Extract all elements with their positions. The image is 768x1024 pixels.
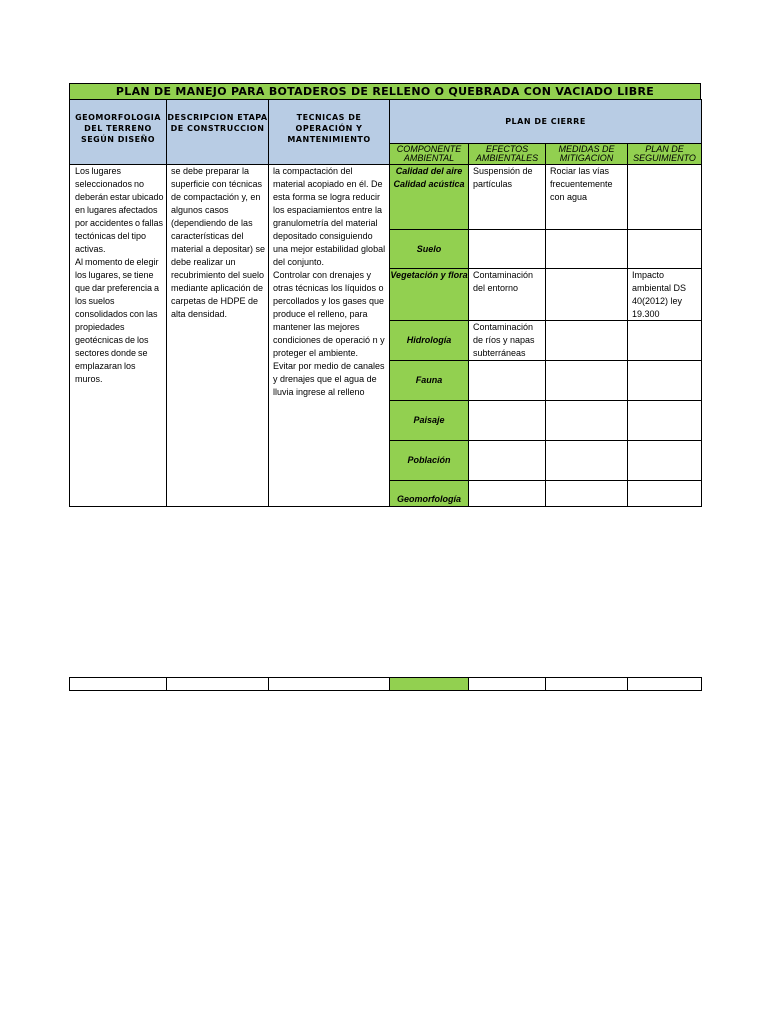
row-componente-fauna: Fauna: [389, 360, 469, 401]
row-seguimiento-poblacion: [627, 440, 702, 481]
row-seguimiento-suelo: [627, 229, 702, 269]
row-efecto-fauna: [468, 360, 546, 401]
row-efecto-vegetacion: Contaminación del entorno: [468, 268, 546, 321]
row-seguimiento-vegetacion: Impacto ambiental DS 40(2012) ley 19.300: [627, 268, 702, 321]
empty-row-cell: [69, 677, 167, 691]
empty-row-cell: [627, 677, 702, 691]
row-componente-vegetacion: Vegetación y flora: [389, 268, 469, 321]
row-efecto-hidrologia: Contaminación de ríos y napas subterráneas: [468, 320, 546, 361]
header-geomorfologia: GEOMORFOLOGIA DEL TERRENO SEGÚN DISEÑO: [69, 99, 167, 165]
row-medida-vegetacion: [545, 268, 628, 321]
row-medida-suelo: [545, 229, 628, 269]
row-seguimiento-aire: [627, 164, 702, 230]
row-efecto-paisaje: [468, 400, 546, 441]
row-seguimiento-geomorfologia: [627, 480, 702, 507]
empty-row-cell: [166, 677, 269, 691]
row-seguimiento-paisaje: [627, 400, 702, 441]
row-componente-suelo: Suelo: [389, 229, 469, 269]
row-medida-paisaje: [545, 400, 628, 441]
row-efecto-aire: Suspensión de partículas: [468, 164, 546, 230]
row-componente-poblacion: Población: [389, 440, 469, 481]
row-efecto-geomorfologia: [468, 480, 546, 507]
subheader-efectos: EFECTOS AMBIENTALES: [468, 143, 546, 165]
body-geomorfologia: Los lugares seleccionados no deberán estar ubicado en lugares afectados por accidentes o fallas tectónicas del tipo activas. Al momento de elegir los lugares, se tiene que dar preferencia a los suelos consolidados con las propiedades geotécnicas de los sectores donde se emplazaran los muros.: [69, 164, 167, 507]
subheader-medidas: MEDIDAS DE MITIGACION: [545, 143, 628, 165]
empty-row-cell: [468, 677, 546, 691]
row-componente-aire: Calidad del aire Calidad acústica: [389, 164, 469, 230]
body-tecnicas: la compactación del material acopiado en él. De esta forma se logra reducir los espaciamientos entre la granulometría del material depositado consiguiendo una mejor estabilidad global del conjunto. Controlar con drenajes y otras técnicas los líquidos o percollados y los gases que produce el relleno, para mantener las mejores condiciones de operació n y proteger el ambiente. Evitar por medio de canales y drenajes que el agua de lluvia ingrese al relleno: [268, 164, 390, 507]
row-efecto-suelo: [468, 229, 546, 269]
row-componente-geomorfologia: Geomorfología: [389, 480, 469, 507]
row-medida-geomorfologia: [545, 480, 628, 507]
row-medida-fauna: [545, 360, 628, 401]
row-medida-aire: Rociar las vías frecuentemente con agua: [545, 164, 628, 230]
row-componente-paisaje: Paisaje: [389, 400, 469, 441]
row-medida-poblacion: [545, 440, 628, 481]
subheader-seguimiento: PLAN DE SEGUIMIENTO: [627, 143, 702, 165]
table-title: PLAN DE MANEJO PARA BOTADEROS DE RELLENO O QUEBRADA CON VACIADO LIBRE: [69, 83, 701, 100]
header-descripcion: DESCRIPCION ETAPA DE CONSTRUCCION: [166, 99, 269, 165]
row-seguimiento-fauna: [627, 360, 702, 401]
row-seguimiento-hidrologia: [627, 320, 702, 361]
empty-row-cell: [268, 677, 390, 691]
subheader-componente: COMPONENTE AMBIENTAL: [389, 143, 469, 165]
row-efecto-poblacion: [468, 440, 546, 481]
empty-row-cell: [545, 677, 628, 691]
header-plan-cierre: PLAN DE CIERRE: [389, 99, 702, 144]
empty-row-green-cell: [389, 677, 469, 691]
row-componente-hidrologia: Hidrología: [389, 320, 469, 361]
body-descripcion: se debe preparar la superficie con técnicas de compactación y, en algunos casos (dependiendo de las características del material a depositar) se debe realizar un recubrimiento del suelo mediante aplicación de carpetas de HDPE de alta densidad.: [166, 164, 269, 507]
header-tecnicas: TECNICAS DE OPERACIÓN Y MANTENIMIENTO: [268, 99, 390, 165]
row-medida-hidrologia: [545, 320, 628, 361]
